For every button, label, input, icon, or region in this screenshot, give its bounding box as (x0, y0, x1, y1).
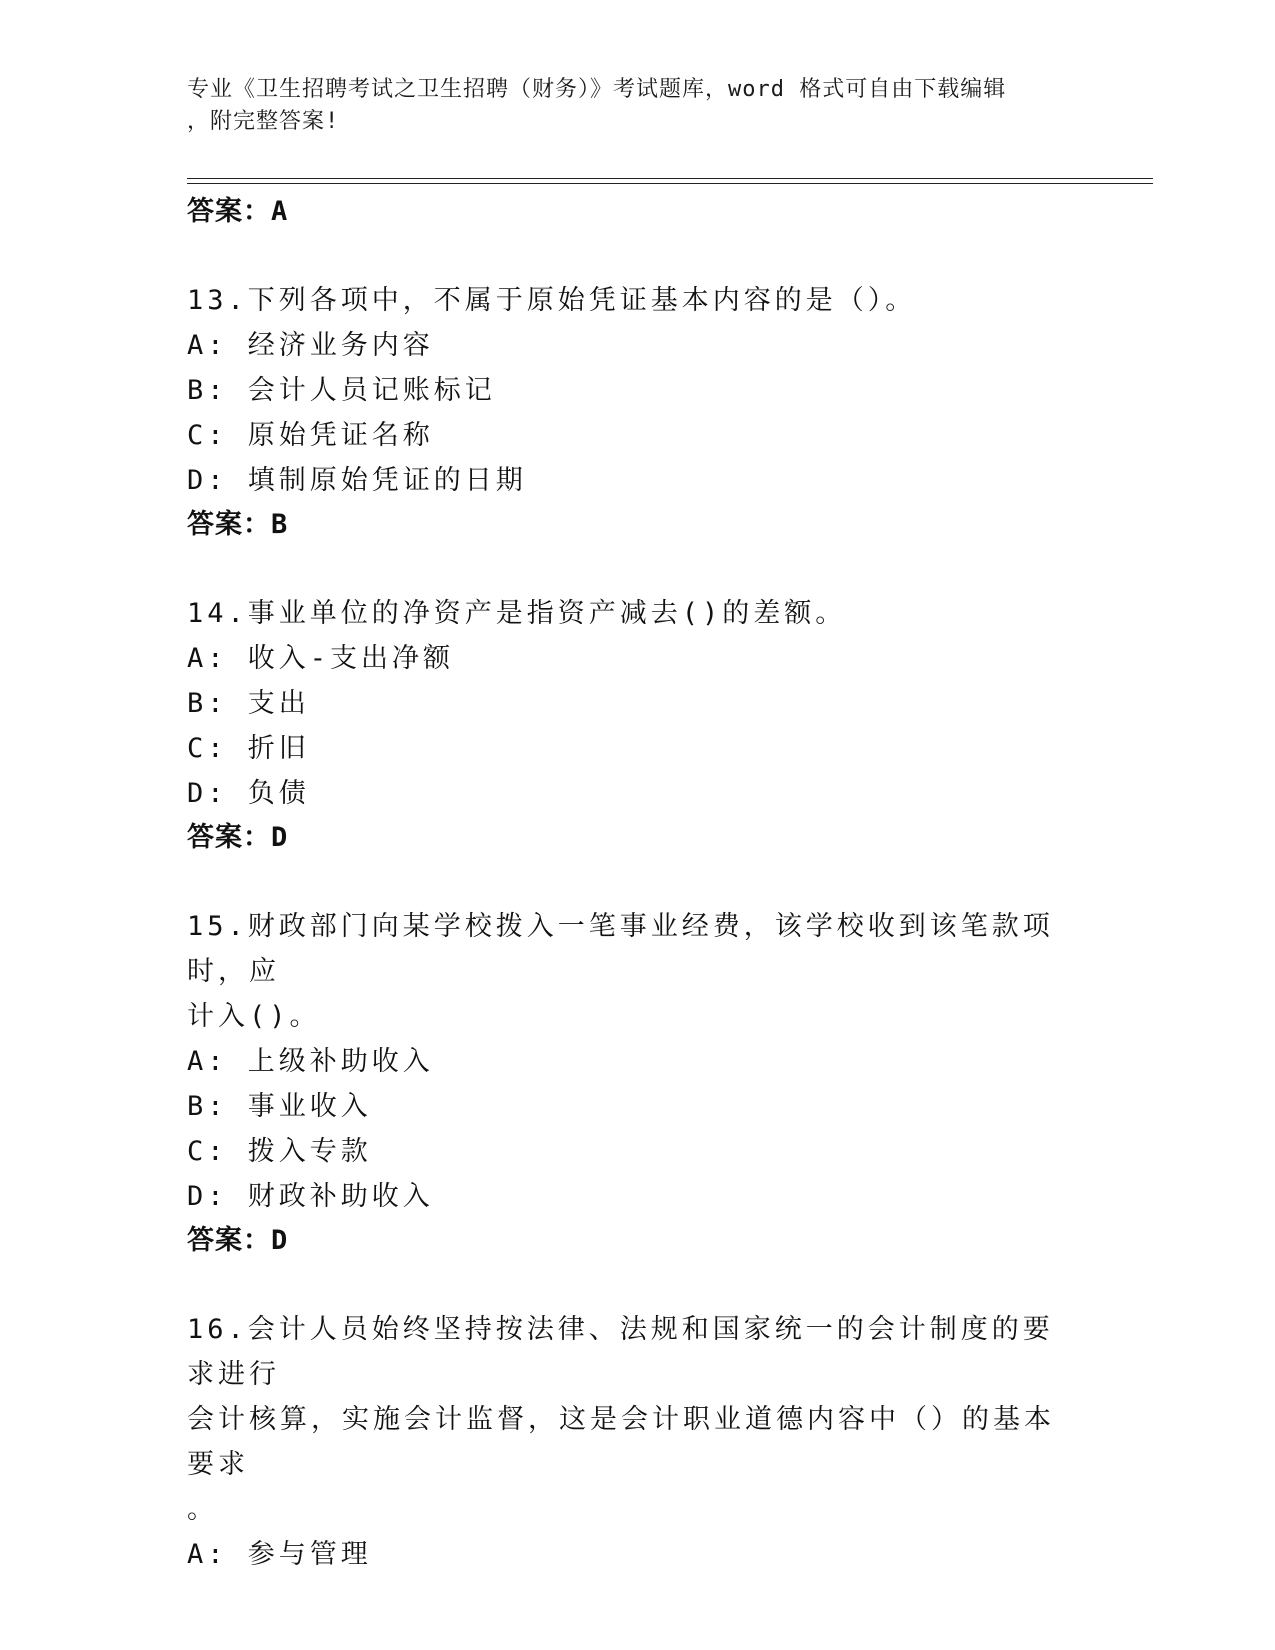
option-b: B: 支出 (187, 688, 310, 719)
option-a: A: 上级补助收入 (187, 1046, 434, 1077)
header-divider-bottom (187, 183, 1153, 184)
answer: 答案：D (187, 822, 289, 853)
answer: 答案：D (187, 1225, 289, 1256)
option-a: A: 收入-支出净额 (187, 643, 455, 674)
answer: 答案：B (187, 509, 289, 540)
option-b: B: 事业收入 (187, 1091, 372, 1122)
header-line-1: 专业《卫生招聘考试之卫生招聘（财务）》考试题库，word 格式可自由下载编辑 (187, 77, 1007, 102)
option-c: C: 拨入专款 (187, 1136, 372, 1167)
option-d: D: 负债 (187, 778, 310, 809)
question-text-line-3: 。 (187, 1494, 218, 1525)
spacer (187, 547, 1087, 591)
question-16 (187, 1307, 1087, 1577)
question-14 (187, 591, 1087, 860)
option-c: C: 折旧 (187, 733, 310, 764)
question-15 (187, 904, 1087, 1263)
question-13 (187, 278, 1087, 547)
question-text-line-2: 计入()。 (187, 1001, 321, 1032)
option-d: D: 填制原始凭证的日期 (187, 465, 527, 496)
spacer (187, 1263, 1087, 1307)
option-a: A: 参与管理 (187, 1539, 372, 1570)
question-text: 14.事业单位的净资产是指资产减去()的差额。 (187, 598, 847, 629)
header-line-2: ，附完整答案! (187, 109, 340, 134)
previous-answer: 答案：A (187, 196, 289, 227)
option-c: C: 原始凭证名称 (187, 420, 434, 451)
question-text-line-1: 16.会计人员始终坚持按法律、法规和国家统一的会计制度的要求进行 (187, 1314, 1054, 1390)
header-divider-top (187, 178, 1153, 179)
option-d: D: 财政补助收入 (187, 1181, 434, 1212)
question-text-line-1: 15.财政部门向某学校拨入一笔事业经费，该学校收到该笔款项时，应 (187, 911, 1054, 987)
option-b: B: 会计人员记账标记 (187, 375, 496, 406)
question-text-line-2: 会计核算，实施会计监督，这是会计职业道德内容中（）的基本要求 (187, 1404, 1055, 1480)
spacer (187, 234, 1087, 278)
question-text: 13.下列各项中，不属于原始凭证基本内容的是（）。 (187, 285, 917, 316)
question-list (187, 190, 1087, 1577)
spacer (187, 860, 1087, 904)
option-a: A: 经济业务内容 (187, 330, 434, 361)
document-header (187, 74, 1067, 138)
